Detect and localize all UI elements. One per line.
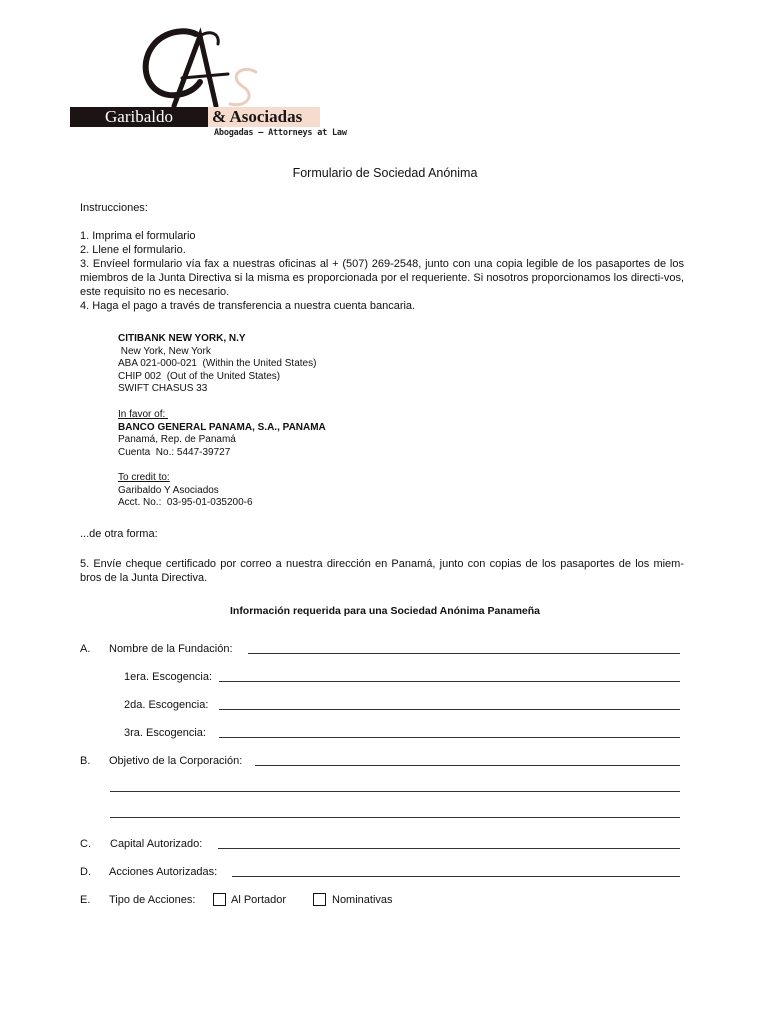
item-c-letter: C. <box>80 838 91 850</box>
alternative-method: ...de otra forma: <box>80 528 158 540</box>
favor-label: In favor of: <box>118 409 169 420</box>
corporate-purpose-field-line-3[interactable] <box>110 817 680 818</box>
bearer-shares-checkbox[interactable] <box>213 893 226 906</box>
bearer-shares-label: Al Portador <box>231 894 287 906</box>
credit-to <box>118 472 253 510</box>
nominative-shares-label: Nominativas <box>332 894 393 906</box>
choice-2-label: 2da. Escogencia: <box>124 699 209 711</box>
logo-tagline: Abogadas – Attorneys at Law <box>214 128 347 138</box>
corporate-purpose-label: Objetivo de la Corporación: <box>109 755 243 767</box>
page-title: Formulario de Sociedad Anónima <box>292 166 478 180</box>
choice-3-field[interactable] <box>219 737 680 738</box>
logo-firm-name-suffix: & Asociadas <box>212 107 303 126</box>
authorized-capital-field[interactable] <box>218 848 680 849</box>
choice-3-label: 3ra. Escogencia: <box>124 727 206 739</box>
bank-details <box>118 333 316 396</box>
foundation-name-field[interactable] <box>248 653 680 654</box>
bank-aba: ABA 021-000-021 (Within the United States) <box>118 358 317 370</box>
step-5: 5. Envíe cheque certificado por correo a nuestra dirección en Panamá, junto con copias de los pasaportes de los miem-bros de la Junta Directiva. <box>80 558 684 584</box>
choice-1-field[interactable] <box>219 681 680 682</box>
step-2: 2. Llene el formulario. <box>80 244 186 256</box>
step-1: 1. Imprima el formulario <box>80 230 196 242</box>
choice-2-field[interactable] <box>219 709 680 710</box>
bank-swift: SWIFT CHASUS 33 <box>118 383 208 395</box>
foundation-name-label: Nombre de la Fundación: <box>109 643 233 655</box>
beneficiary-bank <box>118 409 326 459</box>
corporate-purpose-field[interactable] <box>255 765 680 766</box>
item-e-letter: E. <box>80 894 91 906</box>
favor-bank: BANCO GENERAL PANAMA, S.A., PANAMA <box>118 421 326 433</box>
credit-label: To credit to: <box>118 472 170 483</box>
step-3: 3. Envíeel formulario vía fax a nuestras oficinas al + (507) 269-2548, junto con una copia legible de los pasaportes de los miembros de la Junta Directiva si la misma es proporcionada por el requeriente. Si nosotros proporcionamos los directi-vos, este requisito no es necesario. <box>80 258 684 298</box>
logo-firm-name: Garibaldo <box>105 107 173 126</box>
bank-chip: CHIP 002 (Out of the United States) <box>118 370 281 382</box>
credit-account: Acct. No.: 03-95-01-035200-6 <box>118 497 253 509</box>
authorized-shares-label: Acciones Autorizadas: <box>109 866 218 878</box>
item-d-letter: D. <box>80 866 91 878</box>
bank-name: CITIBANK NEW YORK, N.Y <box>118 333 246 344</box>
nominative-shares-checkbox[interactable] <box>313 893 326 906</box>
bank-city: New York, New York <box>118 345 211 357</box>
section-title: Información requerida para una Sociedad Anónima Panameña <box>229 605 541 617</box>
authorized-shares-field[interactable] <box>232 876 680 877</box>
share-type-label: Tipo de Acciones: <box>109 894 196 906</box>
favor-account: Cuenta No.: 5447-39727 <box>118 446 231 458</box>
favor-city: Panamá, Rep. de Panamá <box>118 434 236 446</box>
choice-1-label: 1era. Escogencia: <box>124 671 213 683</box>
credit-name: Garibaldo Y Asociados <box>118 484 219 496</box>
corporate-purpose-field-line-2[interactable] <box>110 791 680 792</box>
item-b-letter: B. <box>80 755 91 767</box>
firm-monogram-logo <box>138 22 266 112</box>
item-a-letter: A. <box>80 643 91 655</box>
authorized-capital-label: Capital Autorizado: <box>110 838 203 850</box>
instructions-heading: Instrucciones: <box>80 202 148 214</box>
step-4: 4. Haga el pago a través de transferencia a nuestra cuenta bancaria. <box>80 300 416 312</box>
